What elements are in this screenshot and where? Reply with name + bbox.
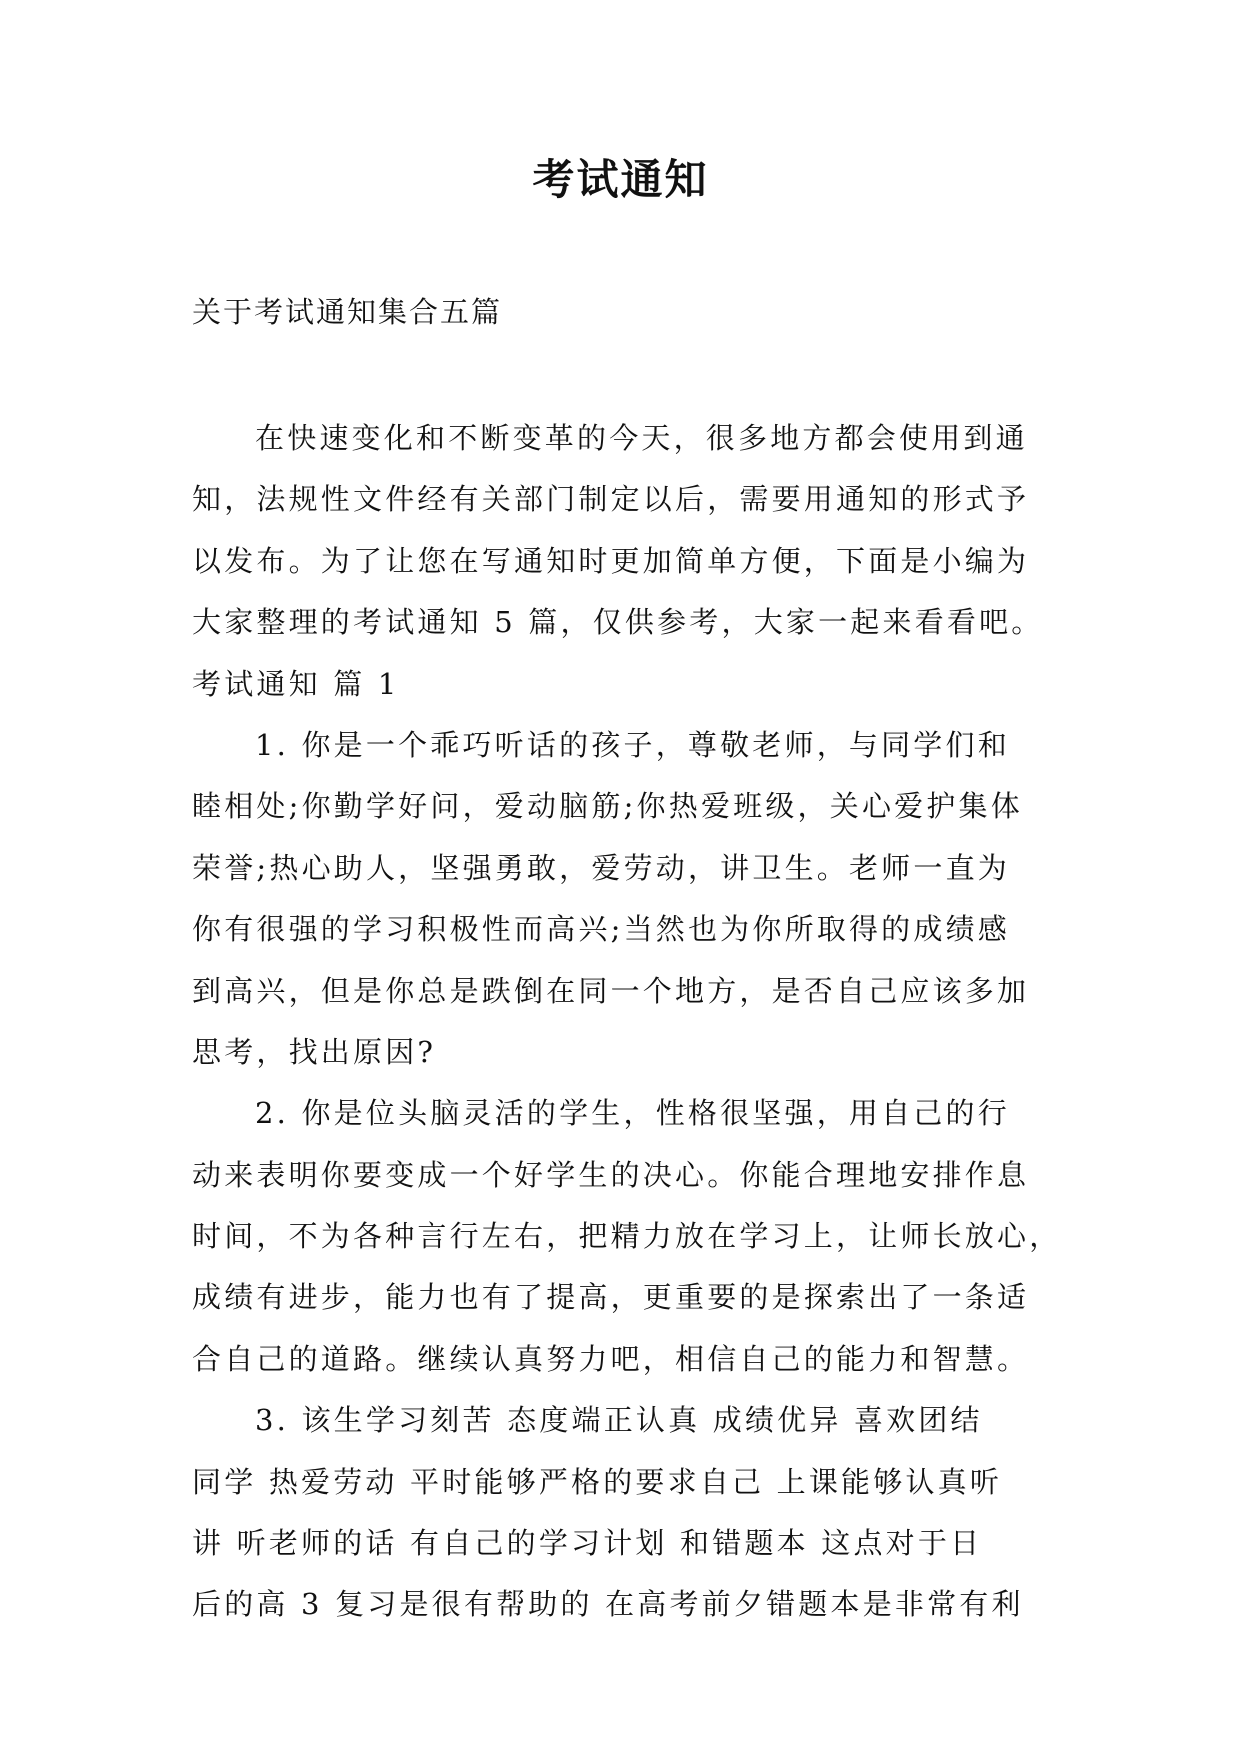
document-title: 考试通知 (532, 155, 709, 204)
body-line: 时间，不为各种言行左右，把精力放在学习上，让师长放心， (192, 1219, 1062, 1254)
document-body (192, 408, 1062, 1636)
body-line: 在快速变化和不断变革的今天，很多地方都会使用到通 (255, 421, 1028, 455)
document-subtitle: 关于考试通知集合五篇 (192, 295, 503, 329)
body-line: 成绩有进步，能力也有了提高，更重要的是探索出了一条适 (192, 1280, 1030, 1315)
body-line: 知，法规性文件经有关部门制定以后，需要用通知的形式予 (192, 482, 1030, 517)
body-line: 睦相处;你勤学好问，爱动脑筋;你热爱班级，关心爱护集体 (192, 789, 1023, 824)
body-line: 后的高 3 复习是很有帮助的 在高考前夕错题本是非常有利 (192, 1587, 1024, 1622)
body-line: 到高兴，但是你总是跌倒在同一个地方，是否自己应该多加 (192, 973, 1030, 1008)
body-line: 以发布。为了让您在写通知时更加简单方便，下面是小编为 (192, 543, 1030, 578)
body-line: 同学 热爱劳动 平时能够严格的要求自己 上课能够认真听 (192, 1464, 1003, 1499)
body-line: 考试通知 篇 1 (192, 666, 400, 701)
body-line: 合自己的道路。继续认真努力吧，相信自己的能力和智慧。 (192, 1341, 1030, 1376)
body-line: 你有很强的学习积极性而高兴;当然也为你所取得的成绩感 (192, 912, 1010, 947)
body-line: 2. 你是位头脑灵活的学生，性格很坚强，用自己的行 (255, 1096, 1010, 1131)
body-line: 大家整理的考试通知 5 篇，仅供参考，大家一起来看看吧。 (192, 605, 1044, 640)
body-line: 思考，找出原因? (192, 1034, 437, 1069)
body-line: 3. 该生学习刻苦 态度端正认真 成绩优异 喜欢团结 (255, 1403, 983, 1438)
body-line: 讲 听老师的话 有自己的学习计划 和错题本 这点对于日 (192, 1526, 983, 1561)
body-line: 1. 你是一个乖巧听话的孩子，尊敬老师，与同学们和 (255, 727, 1010, 762)
body-line: 动来表明你要变成一个好学生的决心。你能合理地安排作息 (192, 1157, 1030, 1192)
body-line: 荣誉;热心助人，坚强勇敢，爱劳动，讲卫生。老师一直为 (192, 850, 1010, 885)
